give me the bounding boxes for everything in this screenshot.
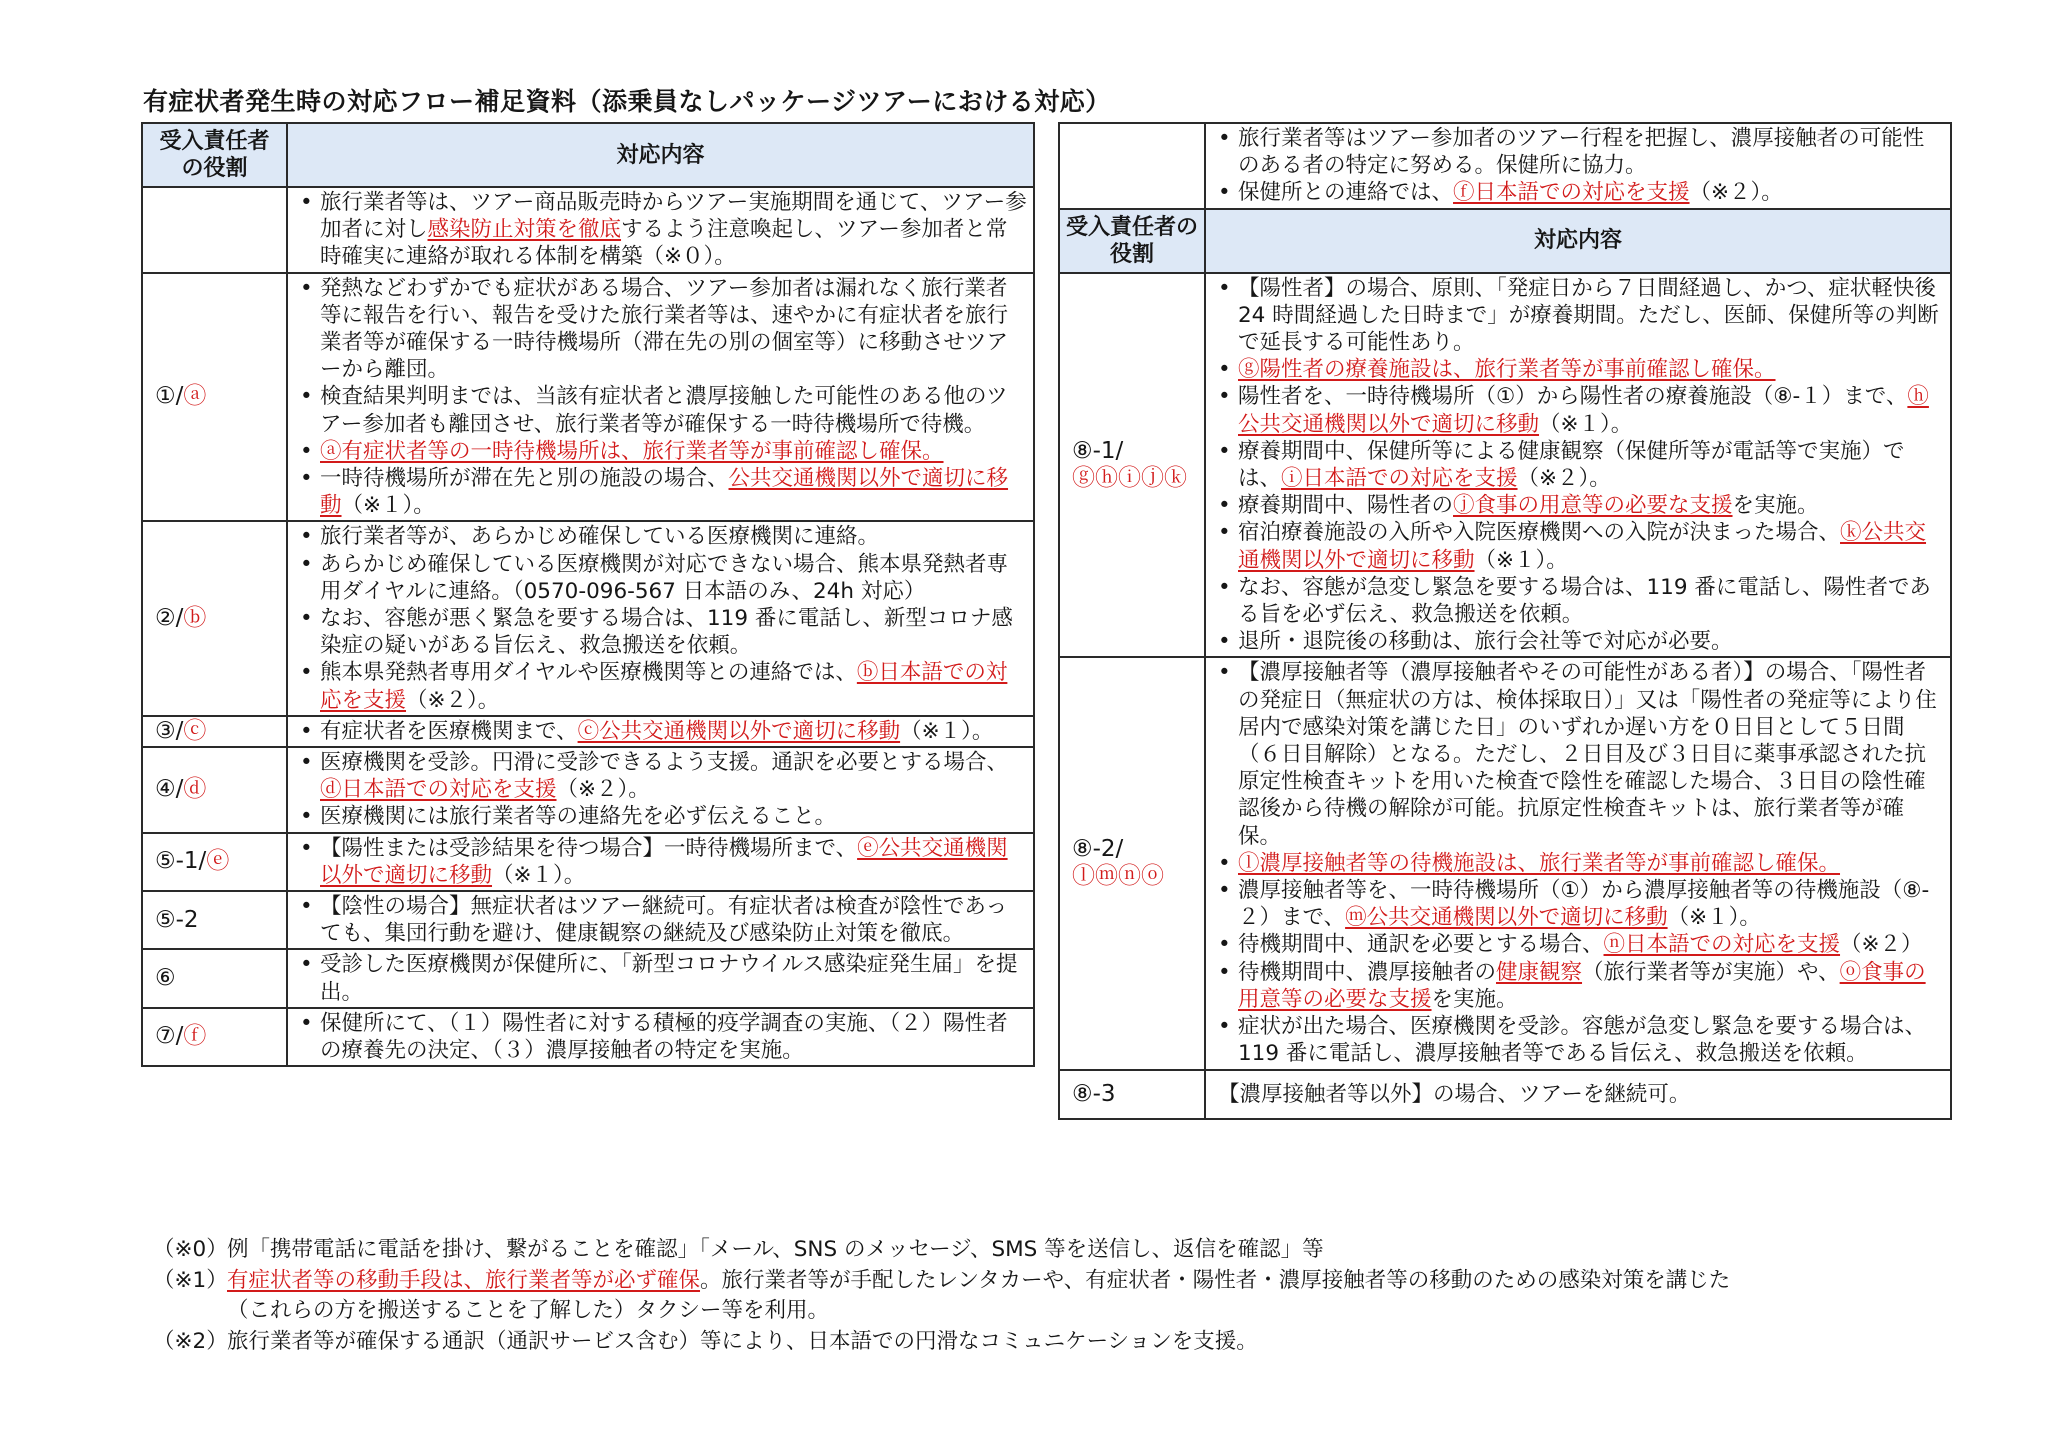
bullet-item (294, 383, 1027, 437)
text-segment: （※２）。 (406, 687, 500, 713)
text-segment: （※２）。 (1689, 180, 1783, 206)
text-segment: 療養期間中、保健所等による健康観察（保健所等が電話等で実施）では、 (1238, 438, 1905, 492)
text-segment: 療養期間中、陽性者の (1238, 493, 1454, 519)
role-label: ⑦/ (155, 1023, 184, 1050)
text-segment: （※１）。 (492, 862, 586, 888)
bullet-list (1212, 658, 1944, 1068)
role-cell (142, 1008, 287, 1066)
highlighted-text: ⓑ日本語での対応を支援 (320, 660, 1008, 713)
role-mark: ⓓ (183, 776, 207, 803)
text-segment: 濃厚接触者等を、一時待機場所（①）から濃厚接触者等の待機施設（⑧-２）まで、 (1238, 878, 1930, 931)
highlighted-text: ⓝ日本語での対応を支援 (1603, 932, 1841, 958)
footnote-key: （※1） (153, 1267, 228, 1293)
bullet-item (1212, 850, 1944, 877)
bullet-item (294, 893, 1027, 947)
text-segment: 。旅行業者等が手配したレンタカーや、有症状者・陽性者・濃厚接触者等の移動のための感染対策を講じた (700, 1267, 1731, 1293)
role-mark: ⓒ (183, 717, 207, 744)
bullet-item (1212, 959, 1944, 1013)
bullet-item (1212, 574, 1944, 628)
highlighted-text: ⓚ公共交通機関以外で適切に移動 (1238, 520, 1927, 573)
text-segment: するよう注意喚起し、ツアー参加者と常時確実に連絡が取れる体制を構築（※０）。 (320, 217, 1008, 270)
bullet-list (294, 522, 1027, 714)
role-label: ⑥ (155, 965, 176, 992)
role-label: ⑧-2/ (1072, 836, 1124, 863)
bullet-item (294, 835, 1027, 889)
content-cell (287, 716, 1034, 747)
text-segment: 保健所にて、（１）陽性者に対する積極的疫学調査の実施、（２）陽性者の療養先の決定、（３）濃厚接触者の特定を実施。 (320, 1010, 1008, 1064)
table-header-row (1059, 209, 1951, 273)
role-cell (142, 521, 287, 715)
text-segment: 【陽性者】の場合、原則、「発症日から７日間経過し、かつ、症状軽快後 24 時間経過した日時まで」が療養期間。ただし、医師、保健所等の判断で延長する可能性あり。 (1238, 275, 1939, 356)
bullet-item (1212, 659, 1944, 849)
role-mark: ⓖⓗⓘⓙⓚ (1072, 465, 1187, 492)
highlighted-text: ⓛ濃厚接触者等の待機施設は、旅行業者等が事前確認し確保。 (1238, 850, 1841, 876)
flow-row (142, 891, 1034, 949)
role-mark: ⓔ (206, 848, 230, 875)
role-label: ⑤-1/ (155, 848, 207, 875)
bullet-item (294, 465, 1027, 519)
bullet-item (1212, 179, 1944, 206)
text-segment: 一時待機場所が滞在先と別の施設の場合、 (320, 466, 729, 492)
footnote-key: （※0） (153, 1237, 228, 1262)
flow-row (142, 949, 1034, 1007)
bullet-list (294, 748, 1027, 832)
highlighted-text: ⓒ公共交通機関以外で適切に移動 (577, 718, 901, 744)
flow-row (142, 1008, 1034, 1066)
text-segment: 【濃厚接触者等（濃厚接触者やその可能性がある者）】の場合、「陽性者の発症日（無症状の方は、検体採取日）」又は「陽性者の発症等により住居内で感染対策を講じた日」のいずれか遅い方を０日目として５日間（６日目解除）となる。ただし、２日目及び３日目に薬事承認された抗原定性検査キットを用いた検査で陰性を確認した場合、３日目の陰性確認後から待機の解除が可能。抗原定性検査キットは、旅行業者等が確保。 (1238, 660, 1937, 849)
bullet-list (294, 188, 1027, 272)
bullet-item (294, 951, 1027, 1005)
bullet-item (294, 749, 1027, 803)
flow-row (1059, 657, 1951, 1069)
role-label: ④/ (155, 776, 184, 803)
text-segment: 宿泊療養施設の入所や入院医療機関への入院が決まった場合、 (1238, 520, 1841, 546)
highlighted-text: 健康観察 (1496, 959, 1583, 985)
text-segment: 例「携帯電話に電話を掛け、繋がることを確認」「メール、SNS のメッセージ、SMS 等を送信し、返信を確認」等 (227, 1237, 1324, 1262)
content-cell (1205, 123, 1951, 209)
role-cell (1059, 657, 1205, 1069)
text-segment: （※１）。 (341, 493, 435, 519)
highlighted-text: ⓓ日本語での対応を支援 (320, 777, 557, 803)
bullet-item (294, 189, 1027, 271)
role-label: ⑤-2 (155, 906, 199, 933)
role-cell (1059, 1070, 1205, 1119)
left-flow-table (141, 122, 1035, 1067)
content-cell (287, 273, 1034, 522)
content-cell (287, 833, 1034, 891)
text-segment: 医療機関には旅行業者等の連絡先を必ず伝えること。 (320, 804, 837, 830)
bullet-list (294, 950, 1027, 1006)
text-segment: （※２）。 (1517, 466, 1611, 492)
text-segment: 発熱などわずかでも症状がある場合、ツアー参加者は漏れなく旅行業者等に報告を行い、報告を受けた旅行業者等は、速やかに有症状者を旅行業者等が確保する一時待機場所（滞在先の別の個室等）に移動させツアーから離団。 (320, 275, 1009, 383)
text-segment: 症状が出た場合、医療機関を受診。容態が急変し緊急を要する場合は、119 番に電話し、濃厚接触者等である旨伝え、救急搬送を依頼。 (1238, 1014, 1927, 1067)
text-segment: （※２） (1840, 932, 1923, 958)
bullet-list (294, 717, 1027, 746)
flow-row (142, 833, 1034, 891)
text-segment: なお、容態が急変し緊急を要する場合は、119 番に電話し、陽性者である旨を必ず伝え、救急搬送を依頼。 (1238, 574, 1931, 628)
content-cell (287, 187, 1034, 273)
role-cell (1059, 273, 1205, 658)
text-segment: を実施。 (1732, 493, 1819, 519)
content-cell (287, 949, 1034, 1007)
text-segment: （これらの方を搬送することを了解した）タクシー等を利用。 (227, 1298, 830, 1323)
header-role: 受入責任者の役割 (1059, 209, 1205, 273)
footnote-text (227, 1235, 1324, 1266)
content-cell (287, 521, 1034, 715)
footnote-key (153, 1296, 227, 1327)
role-cell (142, 833, 287, 891)
bullet-list (1212, 124, 1944, 208)
bullet-item (294, 551, 1027, 605)
text-segment: 陽性者を、一時待機場所（①）から陽性者の療養施設（⑧-１）まで、 (1238, 384, 1908, 410)
bullet-item (294, 659, 1027, 713)
role-mark: ⓐ (183, 383, 207, 410)
highlighted-text: ⓔ公共交通機関以外で適切に移動 (320, 835, 1008, 888)
content-cell (1205, 657, 1951, 1069)
content-cell (287, 891, 1034, 949)
footnote (153, 1296, 1730, 1327)
text-segment: 待機期間中、濃厚接触者の (1238, 959, 1497, 985)
bullet-list (1212, 274, 1944, 657)
role-label: ⑧-3 (1072, 1080, 1116, 1107)
bullet-item (294, 523, 1027, 550)
text-segment: 熊本県発熱者専用ダイヤルや医療機関等との連絡では、 (320, 660, 857, 686)
text-segment: 検査結果判明までは、当該有症状者と濃厚接触した可能性のある他のツアー参加者も離団させ、旅行業者等が確保する一時待機場所で待機。 (320, 384, 1008, 437)
role-mark: ⓛⓜⓝⓞ (1072, 863, 1164, 890)
role-label: ⑧-1/ (1072, 437, 1124, 464)
text-segment: あらかじめ確保している医療機関が対応できない場合、熊本県発熱者専用ダイヤルに連絡。（0570-096-567 日本語のみ、24h 対応） (320, 551, 1009, 604)
content-cell (287, 747, 1034, 833)
highlighted-text: ⓞ食事の用意等の必要な支援 (1238, 959, 1926, 1012)
role-mark: ⓑ (183, 605, 207, 632)
content-cell (287, 1008, 1034, 1066)
text-segment: 【陰性の場合】無症状者はツアー継続可。有症状者は検査が陰性であっても、集団行動を避け、健康観察の継続及び感染防止対策を徹底。 (320, 894, 1008, 947)
right-flow-table (1058, 122, 1952, 1120)
bullet-item (1212, 877, 1944, 931)
footnotes (153, 1235, 1730, 1357)
text-segment: 旅行業者等は、ツアー商品販売時からツアー実施期間を通じて、ツアー参加者に対し (320, 190, 1027, 243)
bullet-item (1212, 125, 1944, 179)
highlighted-text: 有症状者等の移動手段は、旅行業者等が必ず確保 (227, 1267, 701, 1293)
role-cell (142, 747, 287, 833)
text-segment: を実施。 (1431, 986, 1518, 1012)
text-segment: （※１）。 (1667, 905, 1761, 931)
flow-row (142, 521, 1034, 715)
highlighted-text: ⓜ公共交通機関以外で適切に移動 (1345, 905, 1668, 931)
flow-row (142, 187, 1034, 273)
footnote (153, 1266, 1730, 1297)
bullet-item (1212, 356, 1944, 383)
text-segment: （旅行業者等が実施）や、 (1582, 959, 1840, 985)
bullet-list (294, 834, 1027, 890)
text-segment: 旅行業者等が確保する通訳（通訳サービス含む）等により、日本語での円滑なコミュニケーションを支援。 (227, 1328, 1258, 1354)
role-label: ③/ (155, 717, 184, 744)
bullet-item (294, 605, 1027, 659)
bullet-list (294, 274, 1027, 521)
bullet-item (1212, 931, 1944, 958)
footnote-text (227, 1266, 1730, 1297)
bullet-item (294, 803, 1027, 830)
text-segment: （※１）。 (1539, 411, 1633, 437)
header-role: 受入責任者の役割 (142, 123, 287, 187)
footnote (153, 1235, 1730, 1266)
text-segment: 旅行業者等が、あらかじめ確保している医療機関に連絡。 (320, 524, 880, 550)
highlighted-text: ⓘ日本語での対応を支援 (1281, 466, 1518, 492)
text-segment: （※２）。 (556, 777, 650, 803)
text-segment: （※１）。 (900, 718, 994, 744)
header-content: 対応内容 (287, 123, 1034, 187)
text-segment: 保健所との連絡では、 (1238, 180, 1454, 206)
bullet-item (1212, 628, 1944, 655)
bullet-item (1212, 275, 1944, 357)
bullet-item (1212, 1013, 1944, 1067)
text-segment: 退所・退院後の移動は、旅行会社等で対応が必要。 (1238, 629, 1733, 655)
bullet-list (294, 1009, 1027, 1065)
highlighted-text: 感染防止対策を徹底 (427, 217, 622, 243)
continued-row (1059, 123, 1951, 209)
bullet-item (1212, 519, 1944, 573)
bullet-item (1212, 383, 1944, 437)
table-header-row (142, 123, 1034, 187)
role-cell (142, 949, 287, 1007)
content-cell (1205, 1070, 1951, 1119)
page-title: 有症状者発生時の対応フロー補足資料（添乗員なしパッケージツアーにおける対応） (143, 87, 1111, 116)
role-mark: ⓕ (183, 1023, 207, 1050)
flow-row (142, 747, 1034, 833)
text-segment: 受診した医療機関が保健所に、「新型コロナウイルス感染症発生届」を提出。 (320, 952, 1018, 1005)
flow-row (142, 716, 1034, 747)
text-segment: 医療機関を受診。円滑に受診できるよう支援。通訳を必要とする場合、 (320, 750, 1009, 776)
footnote-text (227, 1327, 1258, 1358)
role-cell (142, 716, 287, 747)
role-cell (142, 891, 287, 949)
text-segment: 待機期間中、通訳を必要とする場合、 (1238, 932, 1604, 958)
text-segment: 【陽性または受診結果を待つ場合】一時待機場所まで、 (320, 835, 858, 861)
plain-text: 【濃厚接触者等以外】の場合、ツアーを継続可。 (1218, 1081, 1691, 1107)
role-label: ①/ (155, 383, 184, 410)
flow-row (1059, 273, 1951, 658)
bullet-item (294, 718, 1027, 745)
text-segment: 旅行業者等はツアー参加者のツアー行程を把握し、濃厚接触者の可能性のある者の特定に努める。保健所に協力。 (1238, 126, 1925, 179)
role-label: ②/ (155, 605, 184, 632)
highlighted-text: ⓙ食事の用意等の必要な支援 (1453, 493, 1733, 519)
footnote-key: （※2） (153, 1328, 228, 1354)
footnote-text (227, 1296, 829, 1327)
highlighted-text: ⓖ陽性者の療養施設は、旅行業者等が事前確認し確保。 (1238, 357, 1776, 383)
header-content: 対応内容 (1205, 209, 1951, 273)
footnote (153, 1327, 1730, 1358)
bullet-list (294, 892, 1027, 948)
flow-row (142, 273, 1034, 522)
flow-row (1059, 1070, 1951, 1119)
role-cell (142, 273, 287, 522)
bullet-item (294, 438, 1027, 465)
highlighted-text: 公共交通機関以外で適切に移動 (320, 466, 1009, 519)
highlighted-text: ⓗ公共交通機関以外で適切に移動 (1238, 384, 1929, 437)
role-cell-empty (1059, 123, 1205, 209)
bullet-item (294, 275, 1027, 384)
content-cell (1205, 273, 1951, 658)
bullet-item (1212, 492, 1944, 519)
text-segment: なお、容態が悪く緊急を要する場合は、119 番に電話し、新型コロナ感染症の疑いがある旨伝え、救急搬送を依頼。 (320, 606, 1013, 659)
highlighted-text: ⓐ有症状者等の一時待機場所は、旅行業者等が事前確認し確保。 (320, 438, 944, 464)
text-segment: （※１）。 (1474, 547, 1568, 573)
highlighted-text: ⓕ日本語での対応を支援 (1453, 180, 1690, 206)
bullet-item (294, 1010, 1027, 1064)
bullet-item (1212, 438, 1944, 492)
role-cell (142, 187, 287, 273)
text-segment: 有症状者を医療機関まで、 (320, 718, 578, 744)
